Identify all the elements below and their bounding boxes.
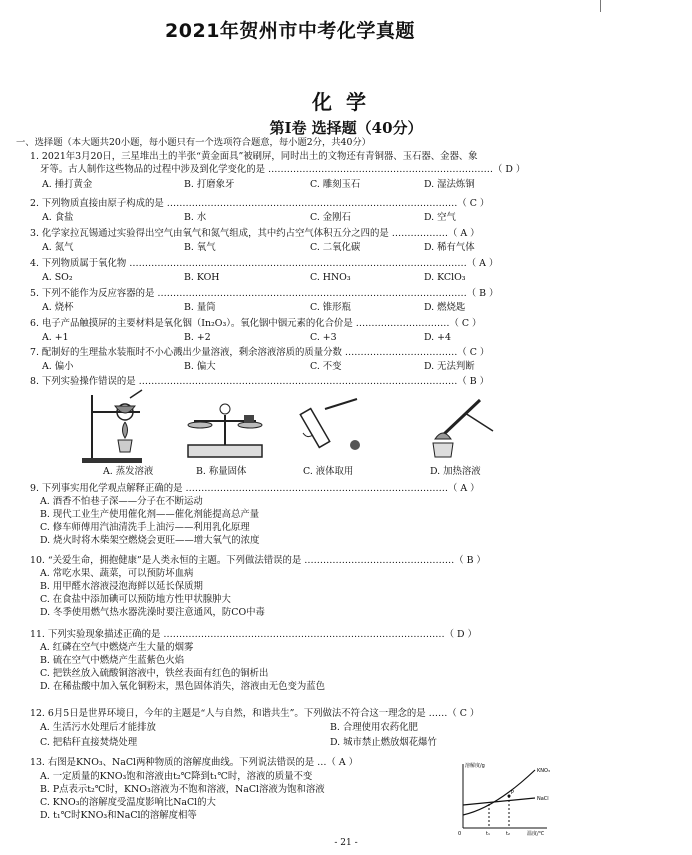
q8-option-c: C. 液体取用 [303, 466, 354, 477]
page-number: - 21 - [334, 838, 358, 848]
q4-option-b: B. KOH [184, 272, 220, 283]
q8-option-d: D. 加热溶液 [430, 466, 481, 477]
question-6-stem: 6. 电子产品触摸屏的主要材料是氧化铟（In₂O₃）。氧化铟中铟元素的化合价是 …………………………（ C ） [30, 318, 482, 329]
q1-option-a: A. 捶打黄金 [42, 179, 93, 190]
heating-test-tube-image [425, 395, 505, 460]
q8-option-b: B. 称量固体 [196, 466, 247, 477]
nacl-label: NaCl [537, 796, 549, 802]
q10-option-b: B. 用甲醛水溶液浸泡海鲜以延长保质期 [40, 581, 203, 592]
q5-option-b: B. 量筒 [184, 302, 216, 313]
q9-option-d: D. 烧火时将木柴架空燃烧会更旺——增大氧气的浓度 [40, 535, 260, 546]
question-2-stem: 2. 下列物质直接由原子构成的是 …………………………………………………………………………………（ C ） [30, 198, 490, 209]
q5-option-d: D. 燃烧匙 [424, 302, 466, 313]
q6-option-c: C. +3 [310, 332, 337, 343]
q13-option-a: A. 一定质量的KNO₃饱和溶液由t₂℃降到t₁℃时，溶液的质量不变 [40, 771, 313, 782]
kno3-curve [463, 770, 535, 815]
q3-option-b: B. 氧气 [184, 242, 216, 253]
q2-option-c: C. 金刚石 [310, 212, 351, 223]
t2-label: t₂ [506, 831, 510, 837]
q6-option-a: A. +1 [42, 332, 69, 343]
q11-option-c: C. 把铁丝放入硫酸铜溶液中，铁丝表面有红色的铜析出 [40, 668, 269, 679]
question-11-stem: 11. 下列实验现象描述正确的是 ………………………………………………………………………………（ D ） [30, 629, 477, 640]
q11-option-b: B. 硫在空气中燃烧产生蓝紫色火焰 [40, 655, 185, 666]
origin-label: 0 [458, 831, 462, 837]
q3-option-d: D. 稀有气体 [424, 242, 475, 253]
q12-option-a: A. 生活污水处理后才能排放 [40, 722, 156, 733]
q1-option-d: D. 湿法炼铜 [424, 179, 475, 190]
question-7-stem: 7. 配制好的生理盐水装瓶时不小心溅出少量溶液，剩余溶液溶质的质量分数 ………………………………（ C ） [30, 347, 490, 358]
q2-option-d: D. 空气 [424, 212, 456, 223]
subject-title: 化学 [312, 90, 380, 114]
balance-scale-image [180, 395, 270, 460]
q1-option-b: B. 打磨象牙 [184, 179, 235, 190]
section-instructions: 一、选择题（本大题共20小题，每小题只有一个选项符合题意，每小题2分，共40分） [16, 137, 371, 148]
q6-option-b: B. +2 [184, 332, 211, 343]
q13-option-b: B. P点表示t₂℃时，KNO₃溶液为不饱和溶液，NaCl溶液为饱和溶液 [40, 784, 325, 795]
liquid-pipette-image [295, 395, 375, 460]
q5-option-c: C. 锥形瓶 [310, 302, 351, 313]
q10-option-c: C. 在食盐中添加碘可以预防地方性甲状腺肿大 [40, 594, 231, 605]
kno3-label: KNO₃ [537, 768, 550, 774]
q4-option-d: D. KClO₃ [424, 272, 466, 283]
p-label: P [511, 790, 515, 796]
page-edge-line [600, 0, 601, 12]
document-title: 2021年贺州市中考化学真题 [165, 20, 415, 42]
q13-option-c: C. KNO₃的溶解度受温度影响比NaCl的大 [40, 797, 216, 808]
q6-option-d: D. +4 [424, 332, 451, 343]
question-1-stem-cont: 牙等。古人制作这些物品的过程中涉及到化学变化的是 ………………………………………………………………（ D ） [40, 164, 526, 175]
q12-option-d: D. 城市禁止燃放烟花爆竹 [330, 737, 437, 748]
q4-option-c: C. HNO₃ [310, 272, 351, 283]
graph-y-label: 溶解度/g [465, 763, 485, 769]
question-4-stem: 4. 下列物质属于氧化物 ………………………………………………………………………………………………（ A ） [30, 258, 499, 269]
question-5-stem: 5. 下列不能作为反应容器的是 ………………………………………………………………………………………（ B ） [30, 288, 499, 299]
q11-option-d: D. 在稀盐酸中加入氧化铜粉末，黑色固体消失，溶液由无色变为蓝色 [40, 681, 326, 692]
q9-option-c: C. 修车师傅用汽油清洗手上油污——利用乳化原理 [40, 522, 250, 533]
q3-option-a: A. 氮气 [42, 242, 74, 253]
q7-option-a: A. 偏小 [42, 361, 74, 372]
solubility-curve-graph [455, 760, 565, 838]
q7-option-b: B. 偏大 [184, 361, 216, 372]
question-8-stem: 8. 下列实验操作错误的是 …………………………………………………………………………………………（ B ） [30, 376, 490, 387]
q1-option-c: C. 雕刻玉石 [310, 179, 361, 190]
q5-option-a: A. 烧杯 [42, 302, 74, 313]
t1-label: t₁ [486, 831, 490, 837]
q9-option-a: A. 酒香不怕巷子深——分子在不断运动 [40, 496, 203, 507]
q13-option-d: D. t₁℃时KNO₃和NaCl的溶解度相等 [40, 810, 197, 821]
question-10-stem: 10. “关爱生命，拥抱健康”是人类永恒的主题。下列做法错误的是 …………………………………………（ B ） [30, 555, 486, 566]
q2-option-a: A. 食盐 [42, 212, 74, 223]
q9-option-b: B. 现代工业生产使用催化剂——催化剂能提高总产量 [40, 509, 260, 520]
question-12-stem: 12. 6月5日是世界环境日，今年的主题是“人与自然，和谐共生”。下列做法不符合这一理念的是 ……（ C ） [30, 708, 480, 719]
q12-option-b: B. 合理使用农药化肥 [330, 722, 418, 733]
graph-x-label: 温度/℃ [527, 831, 545, 837]
q7-option-d: D. 无法判断 [424, 361, 475, 372]
question-9-stem: 9. 下列事实用化学观点解释正确的是 …………………………………………………………………………（ A ） [30, 483, 480, 494]
evaporation-apparatus-image [80, 390, 170, 465]
q3-option-c: C. 二氧化碳 [310, 242, 361, 253]
q8-option-a: A. 蒸发溶液 [103, 466, 154, 477]
q10-option-d: D. 冬季使用燃气热水器洗澡时要注意通风，防CO中毒 [40, 607, 265, 618]
q7-option-c: C. 不变 [310, 361, 342, 372]
q4-option-a: A. SO₂ [42, 272, 73, 283]
question-1-stem: 1. 2021年3月20日，三星堆出土的半张“黄金面具”被刷屏，同时出土的文物还有青铜器、玉石器、金器、象 [30, 151, 478, 162]
volume-heading: 第Ⅰ卷 选择题（40分） [269, 119, 423, 137]
q10-option-a: A. 常吃水果、蔬菜，可以预防坏血病 [40, 568, 194, 579]
q12-option-c: C. 把秸秆直接焚烧处理 [40, 737, 138, 748]
question-13-stem: 13. 右图是KNO₃、NaCl两种物质的溶解度曲线。下列说法错误的是 …（ A ） [30, 757, 358, 768]
q2-option-b: B. 水 [184, 212, 207, 223]
q11-option-a: A. 红磷在空气中燃烧产生大量的烟雾 [40, 642, 194, 653]
question-3-stem: 3. 化学家拉瓦锡通过实验得出空气由氧气和氮气组成，其中约占空气体积五分之四的是 ………………（ A ） [30, 228, 480, 239]
